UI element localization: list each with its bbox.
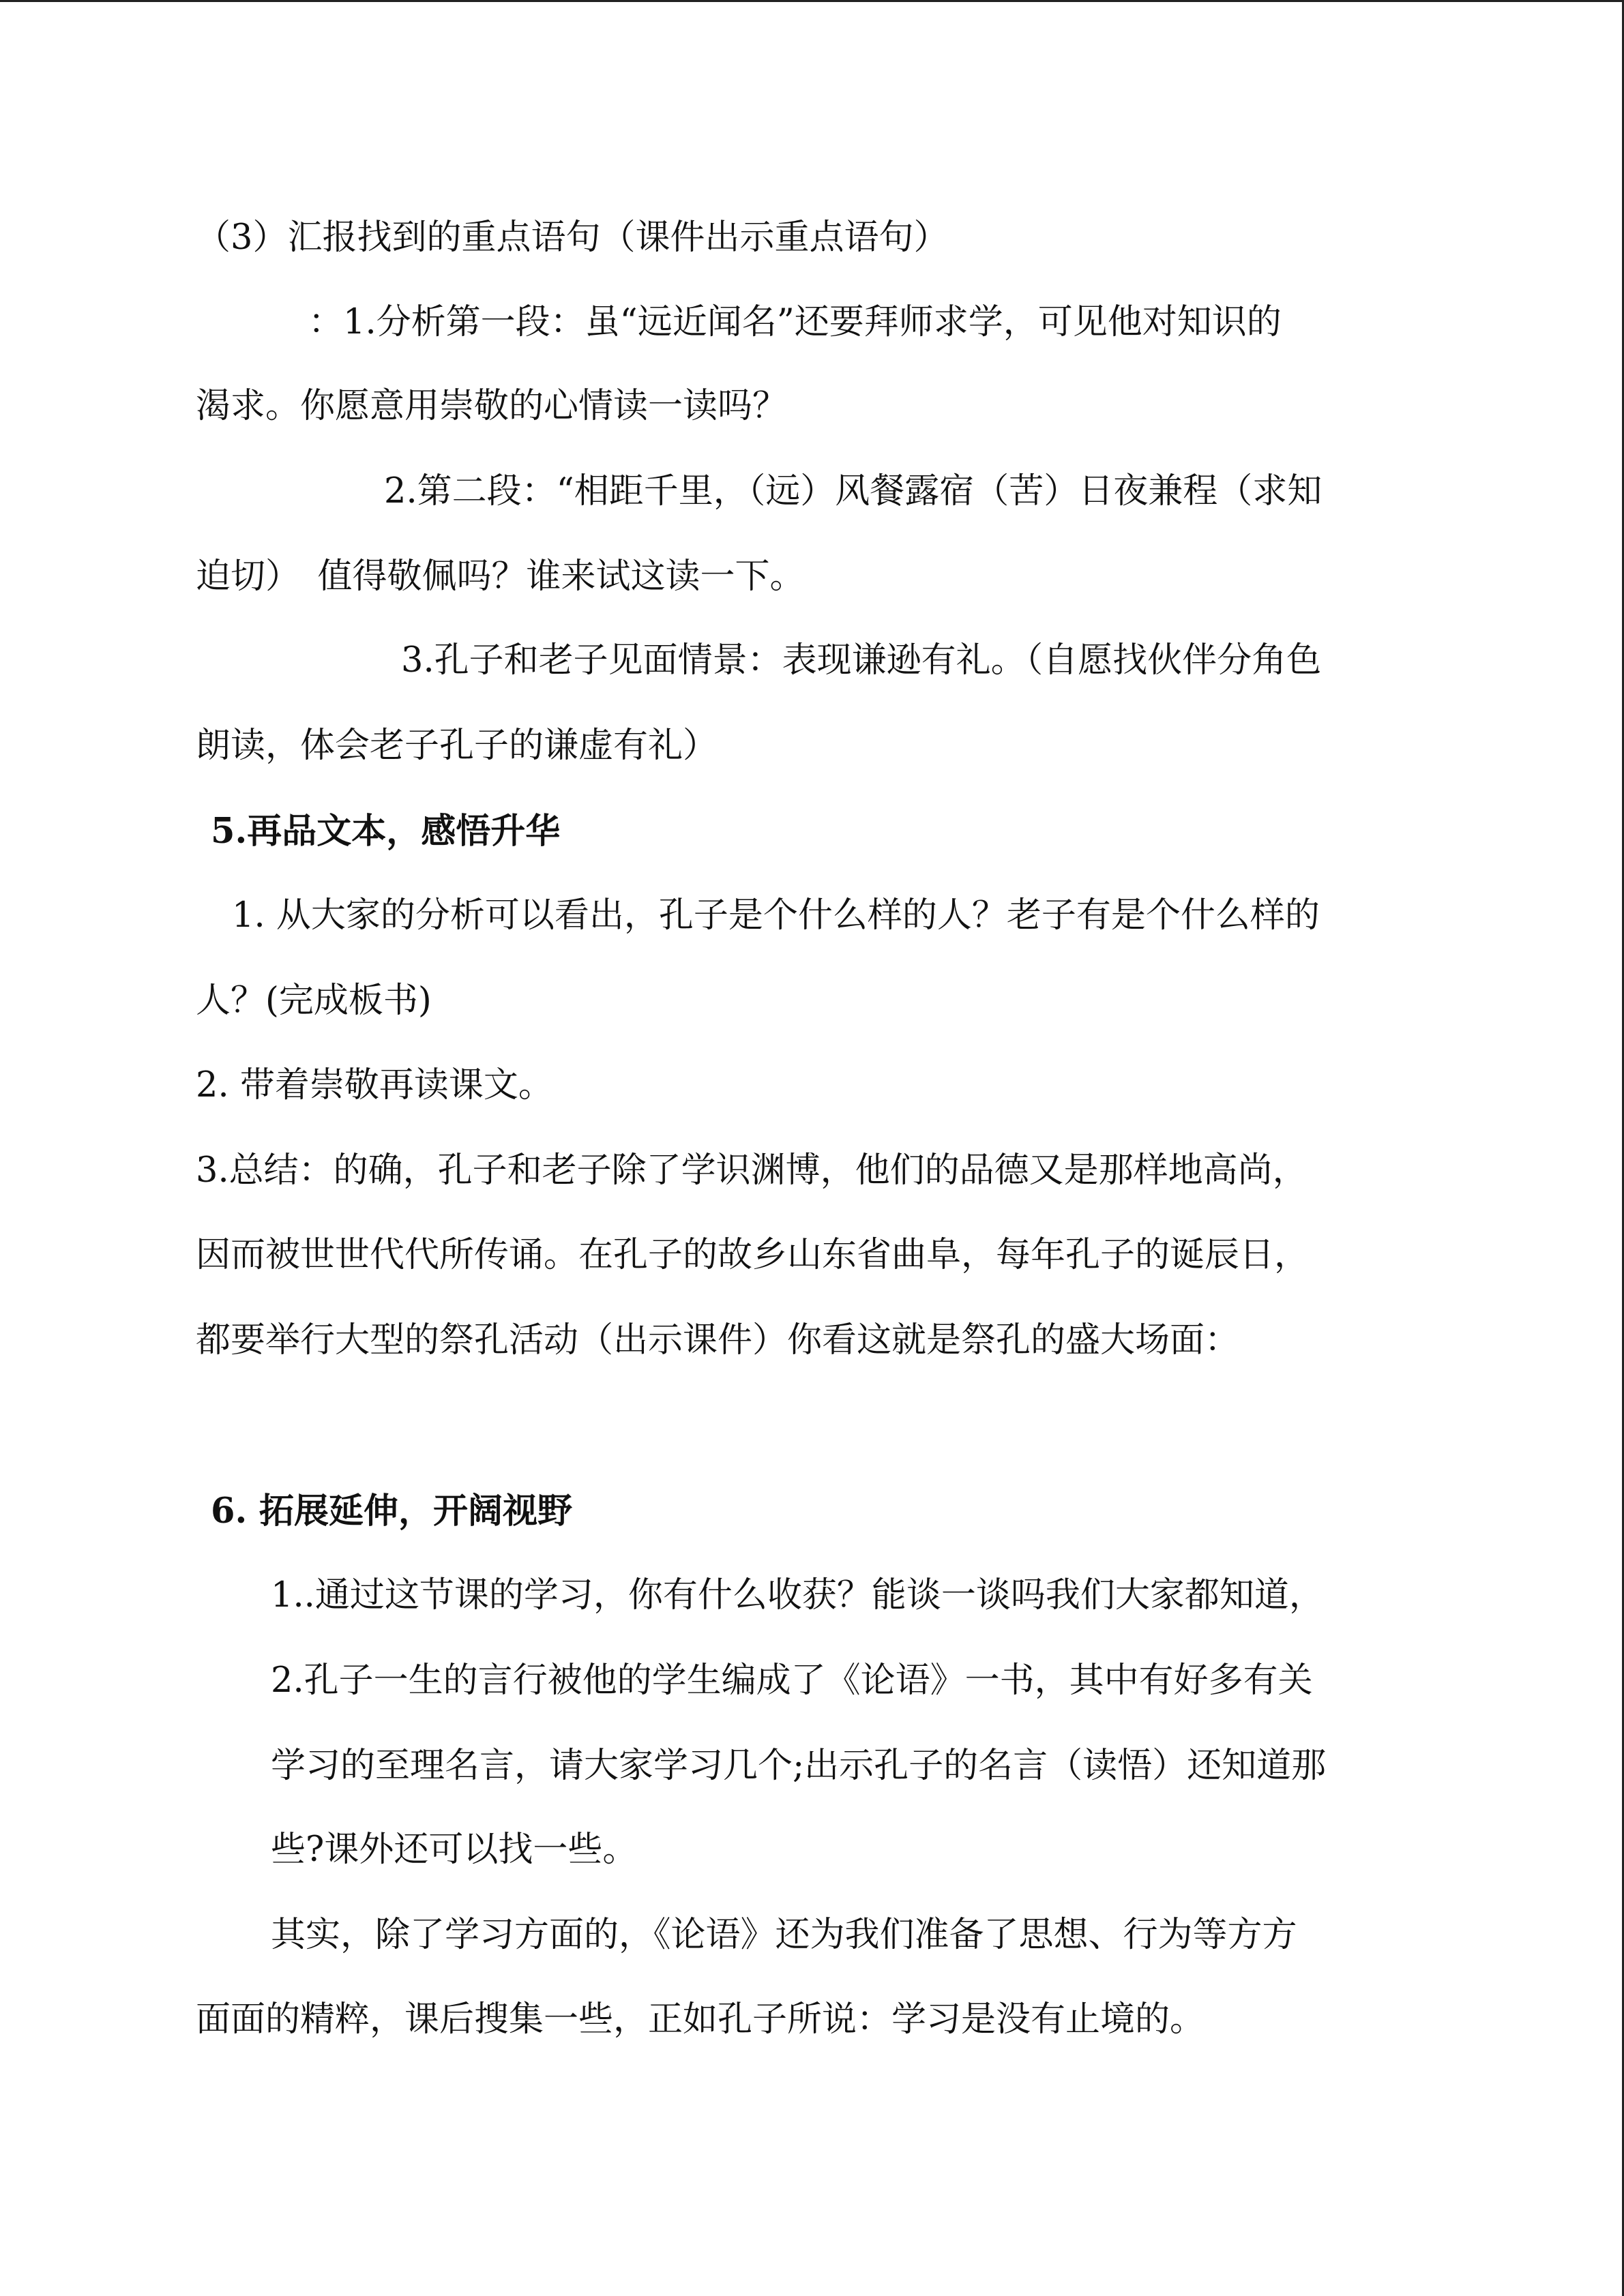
analysis-para-1-line-1: ：1.分析第一段：虽“远近闻名”还要拜师求学，可见他对知识的 (308, 302, 1282, 342)
section-5-summary-line-1: 3.总结：的确，孔子和老子除了学识渊博，他们的品德又是那样地高尚， (196, 1150, 1308, 1191)
report-key-sentences-heading: （3）汇报找到的重点语句（课件出示重点语句） (196, 218, 949, 258)
section-6-item-1: 1..通过这节课的学习，你有什么收获？能谈一谈吗我们大家都知道， (271, 1575, 1324, 1615)
section-6-item-2-line-2: 学习的至理名言，请大家学习几个;出示孔子的名言（读悟）还知道那 (271, 1746, 1327, 1786)
section-5-item-1-line-1: 1. 从大家的分析可以看出，孔子是个什么样的人？老子有是个什么样的 (232, 895, 1320, 936)
analysis-para-2-line-1: 2.第二段：“相距千里，（远）风餐露宿（苦）日夜兼程（求知 (384, 471, 1323, 511)
section-5-summary-line-2: 因而被世世代代所传诵。在孔子的故乡山东省曲阜，每年孔子的诞辰日， (196, 1235, 1310, 1275)
closing-para-line-1: 其实，除了学习方面的，《论语》还为我们准备了思想、行为等方方 (271, 1915, 1297, 1955)
section-6-item-2-line-1: 2.孔子一生的言行被他的学生编成了《论语》一书，其中有好多有关 (271, 1660, 1313, 1701)
page-top-border (0, 0, 1624, 2)
analysis-para-3-line-1: 3.孔子和老子见面情景：表现谦逊有礼。（自愿找伙伴分角色 (401, 640, 1322, 681)
section-6-item-2-line-3: 些?课外还可以找一些。 (271, 1830, 638, 1870)
closing-para-line-2: 面面的精粹，课后搜集一些，正如孔子所说：学习是没有止境的。 (196, 1999, 1205, 2040)
section-5-summary-line-3: 都要举行大型的祭孔活动（出示课件）你看这就是祭孔的盛大场面： (196, 1320, 1240, 1360)
section-5-item-2: 2. 带着崇敬再读课文。 (196, 1065, 553, 1105)
section-5-item-1-line-2: 人？(完成板书) (196, 981, 432, 1021)
section-6-heading: 6. 拓展延伸，开阔视野 (211, 1491, 572, 1532)
analysis-para-1-line-2: 渴求。你愿意用崇敬的心情读一读吗？ (196, 386, 788, 426)
section-5-heading: 5.再品文本，感悟升华 (211, 811, 561, 852)
analysis-para-3-line-2: 朗读，体会老子孔子的谦虚有礼） (196, 726, 718, 766)
analysis-para-2-line-2: 迫切） 值得敬佩吗？谁来试这读一下。 (196, 556, 805, 597)
